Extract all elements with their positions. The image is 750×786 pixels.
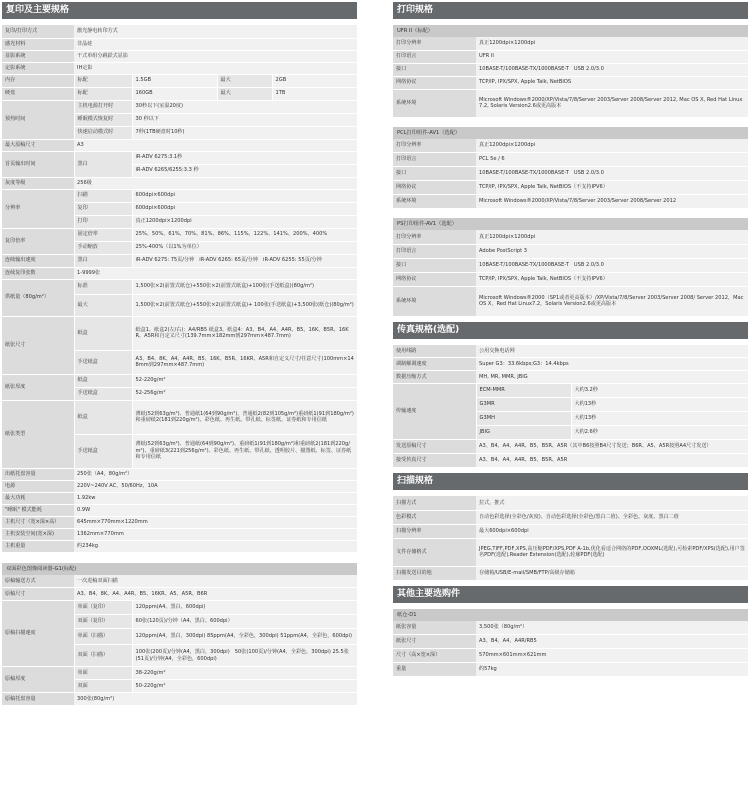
row-sublabel: 复印 [74,202,132,215]
row-sublabel: 单面（扫描） [74,629,132,645]
row-sublabel: 双面（复印） [74,615,132,629]
row-sublabel: 黑白 [74,254,132,267]
row-sublabel: 手送纸盒 [74,350,132,374]
row-value: 10BASE-T/100BASE-TX/1000BASE-T USB 2.0/3.0 [476,258,748,272]
row-label: 首页输出时间 [2,151,74,177]
row-value: Adobe PostScript 3 [476,244,748,258]
row-label: 发送原稿尺寸 [393,440,476,454]
row-label: 显影系统 [2,50,74,62]
row-label: 接口 [393,167,476,181]
row-label: 系统环境 [393,286,476,316]
table-row [2,492,357,504]
table-row [2,50,357,62]
row-value: A3、B4、A4、A4R/RB5 [476,635,748,649]
row-label: 供纸量（80g/m²） [2,279,74,316]
table-row [393,272,748,286]
row-value: 3,500张（80g/m²） [476,621,748,635]
row-value: Microsoft Windows®2000（SP1或者更高版本）/XP/Vista/7/8/Server 2003/Server 2008/ Server 2012，Mac OS X，Red Hat Linux7.2，Solaris Version2.6或更高版本 [476,286,748,316]
row-value: 10BASE-T/100BASE-TX/1000BASE-T USB 2.0/3.0 [476,167,748,181]
row-label: 主机安装空间(宽×深) [2,528,74,540]
table-row [2,504,357,516]
table-row [393,663,748,677]
row-label: 重量 [393,663,476,677]
row-value: 约234kg [74,540,357,552]
row-sublabel: 打印 [74,215,132,228]
paper-type-row [2,400,357,434]
table-row [393,524,748,538]
table-row [393,244,748,258]
cassette-spec-table [393,621,748,678]
copy-spec-table [2,25,357,553]
warmup-row [2,100,357,113]
fax-speed-row [393,384,748,398]
table-row [393,440,748,454]
row-label: 调制解调速度 [393,358,476,371]
row-value: 最大600dpi×600dpi [476,524,748,538]
row-label: 打印分辨率 [393,139,476,153]
table-row [393,496,748,510]
row-value: 大约13秒 [571,398,748,412]
row-label: 色彩模式 [393,510,476,524]
row-label: 尺寸（高×宽×深） [393,649,476,663]
row-value: 220V~240V AC，50/60Hz，10A [74,480,357,492]
table-row [2,588,357,601]
row-value: 52-220g/m² [132,374,357,387]
row-value: 拉式，推式 [476,496,748,510]
speed-row [2,254,357,267]
row-label: 接口 [393,63,476,76]
hdd-row [2,87,357,100]
ufr-spec-table [393,37,748,118]
row-sublabel: 纸盒 [74,400,132,434]
scan-spec-table [393,496,748,581]
row-value: A3、B4、A4、A4R、B5、B5R、A5R（其中B6按照B4尺寸发送；B6R、A5、A5R按照A4尺寸发送） [476,440,748,454]
row-label: 原稿扫描速度 [2,601,74,667]
table-row [393,635,748,649]
row-label: 定影系统 [2,62,74,74]
row-label: 扫描方式 [393,496,476,510]
table-row [393,181,748,195]
gray-row [2,177,357,189]
section-title-copy: 复印及主要规格 [2,2,357,19]
row-label: 电源 [2,480,74,492]
row-label: 出纸托盘容量 [2,468,74,480]
row-sublabel: 睡眠模式恢复时 [74,113,132,126]
row-label: 系统环境 [393,195,476,209]
row-label: 感光材料 [2,38,74,50]
row-value: 52-256g/m² [132,387,357,400]
adf-weight-row [2,667,357,680]
row-label: 纸张尺寸 [2,316,74,374]
row-value: Super G3：33.6kbps;G3：14.4kbps [476,358,748,371]
row-value: 600dpi×600dpi [132,189,357,202]
row-sublabel: 纸盒 [74,374,132,387]
row-value: 600dpi×600dpi [132,202,357,215]
row-sublabel: 扫描 [74,189,132,202]
table-row [393,230,748,244]
adf-tray-row [2,693,357,706]
table-row [393,89,748,117]
table-row [393,345,748,358]
row-label: 内存 [2,74,74,87]
row-value: 120ppm(A4、黑白、600dpi) [132,601,357,615]
table-row [2,540,357,552]
section-title-scan: 扫描规格 [393,473,748,490]
paper-size-row [2,316,357,350]
row-label: 最大原稿尺寸 [2,139,74,151]
pcl-section-title: PCL打印组件-AV1（选配） [393,127,748,139]
table-row [393,621,748,635]
row-value: A3、B4、8K、A4、A4R、B5、16K、B5R、16KR、A5R和自定义尺寸/任意尺寸(100mm×148mm到297mm×487.7mm) [132,350,357,374]
table-row [2,575,357,588]
section-title-fax: 传真规格(选配) [393,322,748,339]
row-sublabel: 标配 [74,87,132,100]
row-label: 打印分辨率 [393,230,476,244]
left-column [2,2,357,706]
row-value: 干式单组分跳跃式显影 [74,50,357,62]
row-sublabel: G3MH [476,412,571,426]
row-label: 预热时间 [2,100,74,139]
row-value: 一次进稿双面扫描 [74,575,357,588]
row-label: 复印倍率 [2,228,74,254]
row-sublabel: 标配 [74,74,132,87]
row-sublabel: 纸盒 [74,316,132,350]
table-row [393,371,748,384]
row-label: 网络协议 [393,76,476,89]
table-row [393,167,748,181]
fax-spec-table [393,345,748,469]
row-label: 主机尺寸（宽×深×高） [2,516,74,528]
row-value: 7秒(1TB硬盘时10秒) [132,126,357,139]
row-value: UFR II [476,50,748,63]
row-value: 0.9W [74,504,357,516]
row-value: 1.92kw [74,492,357,504]
table-row [393,538,748,566]
adf-section-title: 双面彩色图像阅读器-G1(标配) [2,563,357,575]
resolution-row [2,189,357,202]
table-row [393,454,748,468]
row-label: 网络协议 [393,181,476,195]
row-value: 256级 [74,177,357,189]
table-row [2,62,357,74]
row-label: 扫描分辨率 [393,524,476,538]
capacity-row [2,279,357,294]
row-value: 100张(200页)/分钟(A4，黑白，300dpi) 50张(100页)/分钟(A4，全彩色，300dpi) 25.5张(51页)/分钟(A4，全彩色，600dpi) [132,645,357,667]
row-value: Microsoft Windows®2000/XP/Vista/7/8/Server 2003/Server 2008/Server 2012, Mac OS X, Red Hat Linux7.2, Solaris Version2.6或更高版本 [476,89,748,117]
row-label: 原稿厚度 [2,667,74,693]
row-value: 1-9999张 [74,267,357,279]
adf-speed-row [2,601,357,615]
table-row [393,258,748,272]
row-sublabel: 单面（复印） [74,601,132,615]
table-row [393,286,748,316]
row-value: 公用交换电话网 [476,345,748,358]
row-value: 1,500张×2(前置式纸仓)+550张×2(前置式纸盒)+100张(手送纸盒)(80g/m²) [132,279,357,294]
row-value: 真正1200dpi×1200dpi [476,230,748,244]
table-row [393,358,748,371]
row-sublabel: 最大 [217,74,272,87]
first-copy-row [2,151,357,164]
row-value: 纸盒1、纸盒2(左/右)：A4/RB5 纸盒3、纸盒4：A3、B4、A4、A4R、B5、16K、B5R、16KR、A5R和自定义尺寸(139.7mm×182mm到297mm×487.7mm) [132,316,357,350]
paper-weight-row [2,374,357,387]
row-value: A3、B4、A4、A4R、B5、B5R、A5R [476,454,748,468]
row-sublabel: 标准 [74,279,132,294]
row-value: iR-ADV 6275: 75页/分钟 iR-ADV 6265: 65页/分钟 iR-ADV 6255: 55页/分钟 [132,254,357,267]
row-label: 纸张容量 [393,621,476,635]
row-sublabel: 手送纸盒 [74,387,132,400]
row-value: A3 [74,139,357,151]
table-row [393,76,748,89]
row-label: 接受传真尺寸 [393,454,476,468]
row-value: A3、B4、8K、A4、A4R、B5、16KR、A5、A5R、B6R [74,588,357,601]
row-label: 接口 [393,258,476,272]
table-row [393,37,748,50]
row-value: 激光静电转印方式 [74,25,357,38]
row-sublabel: 黑白 [74,151,132,177]
row-value: 大约2.6秒 [571,426,748,440]
section-title-print: 打印规格 [393,2,748,19]
row-value: 大约3.2秒 [571,384,748,398]
table-row [2,38,357,50]
row-label: 使用线路 [393,345,476,358]
row-label: 传输速度 [393,384,476,440]
row-label: 扫描发送目的地 [393,566,476,580]
row-value: Microsoft Windows®2000/XP/Vista/7/8/Server 2003/Server 2008/Server 2012 [476,195,748,209]
row-sublabel: 快速启动模式时 [74,126,132,139]
row-sublabel: 双面（扫描） [74,645,132,667]
row-value: 300张(80g/m²) [74,693,357,706]
row-value: 160GB [132,87,217,100]
row-value: 60张(120页)/分钟（A4、黑白、600dpi） [132,615,357,629]
ufr-section-title: UFR II（标配） [393,25,748,37]
row-label: 系统环境 [393,89,476,117]
row-sublabel: 手动缩放 [74,241,132,254]
row-label: 复印/打印方式 [2,25,74,38]
multi-row [2,267,357,279]
row-sublabel: 双面 [74,680,132,693]
table-row [2,468,357,480]
row-sublabel: JBIG [476,426,571,440]
row-label: 最大功耗 [2,492,74,504]
row-value: 50-220g/m² [132,680,357,693]
row-value: 真正1200dpi×1200dpi [132,215,357,228]
row-label: 分辨率 [2,189,74,228]
row-sublabel: 手送纸盒 [74,434,132,468]
row-label: 原稿托盘容量 [2,693,74,706]
row-label: 纸张尺寸 [393,635,476,649]
row-value: PCL 5e / 6 [476,153,748,167]
row-label: 打印语言 [393,50,476,63]
row-value: 1TB [272,87,357,100]
row-value: 非晶硅 [74,38,357,50]
row-value: 38-220g/m² [132,667,357,680]
row-sublabel: 最大 [217,87,272,100]
row-value: 30秒以下(室温20度) [132,100,357,113]
row-value: 2GB [272,74,357,87]
row-label: 硬盘 [2,87,74,100]
row-value: IH定影 [74,62,357,74]
ps-spec-table [393,230,748,317]
table-row [2,528,357,540]
row-value: 570mm×601mm×621mm [476,649,748,663]
row-value: MH, MR, MMR, JBIG [476,371,748,384]
table-row [393,649,748,663]
row-value: 10BASE-T/100BASE-TX/1000BASE-T USB 2.0/3.0 [476,63,748,76]
row-value: 真正1200dpi×1200dpi [476,139,748,153]
table-row [393,139,748,153]
row-sublabel: 最大 [74,294,132,316]
row-label: 文件存储格式 [393,538,476,566]
row-value: 25%-400%（以1%为单位） [132,241,357,254]
row-label: 连续复印张数 [2,267,74,279]
row-sublabel: 固定倍率 [74,228,132,241]
table-row [393,63,748,76]
section-title-options: 其他主要选购件 [393,586,748,603]
row-value: 120ppm(A4，黑白，300dpi) 85ppm(A4，全彩色，300dpi) 51ppm(A4，全彩色，600dpi) [132,629,357,645]
table-row [393,566,748,580]
row-label: 数据压缩方式 [393,371,476,384]
row-sublabel: ECM-MMR [476,384,571,398]
max-orig-row [2,139,357,151]
row-label: 打印语言 [393,244,476,258]
row-value: 自动色彩选择(全彩色/灰度)、自动色彩选择(全彩色/黑白二值)、全彩色、灰度、黑白二值 [476,510,748,524]
row-label: 原稿尺寸 [2,588,74,601]
row-value: 1.5GB [132,74,217,87]
row-value: iR-ADV 6265/6255:3.3 秒 [132,164,357,177]
row-value: 25%、50%、61%、70%、81%、86%、115%、122%、141%、200%、400% [132,228,357,241]
table-row [393,153,748,167]
ps-section-title: PS打印组件-AV1（选配） [393,218,748,230]
row-value: 大约13秒 [571,412,748,426]
row-value: JPEG,TIFF,PDF,XPS,高压缩PDF/XPS,PDF A-1b,优化看适合网络的PDF,OOXML(选配),可检索PDF/XPS(选配),用户签名PDF(选配),Reader Extension(选配),轮廓PDF(选配) [476,538,748,566]
table-row [2,25,357,38]
row-sublabel: 单面 [74,667,132,680]
row-label: 纸张厚度 [2,374,74,400]
table-row [393,510,748,524]
right-column [393,2,748,677]
row-value: 30 秒以下 [132,113,357,126]
row-label: 灰度等级 [2,177,74,189]
row-value: 645mm×770mm×1220mm [74,516,357,528]
row-value: TCP/IP, IPX/SPX, Apple Talk, NetBIOS（不支持IPV6） [476,272,748,286]
row-value: 1362mm×770mm [74,528,357,540]
row-value: 真正1200dpi×1200dpi [476,37,748,50]
row-label: 网络协议 [393,272,476,286]
row-value: TCP/IP, IPX/SPX, Apple Talk, NetBIOS [476,76,748,89]
adf-spec-table [2,575,357,707]
row-value: 约57kg [476,663,748,677]
row-value: iR-ADV 6275:3.1秒 [132,151,357,164]
table-row [393,195,748,209]
row-label: 打印语言 [393,153,476,167]
row-value: 存储箱/USB/E-mail/SMB/FTP/高级存储箱 [476,566,748,580]
row-value: 250张（A4，80g/m²） [74,468,357,480]
row-value: 薄纸(52到63g/m²)、普通纸1(64到90g/m²)、普通纸2(82到105g/m²)重磅纸1(91到180g/m²)和重磅纸2(181到220g/m²)、彩色纸、再生纸、带孔纸、标签纸、证券纸和专用信纸 [132,400,357,434]
row-value: 薄纸(52到63g/m²)、普通纸(64到90g/m²)、重磅纸1(91到180g/m²)和重磅纸2(181到220g/m²)、重磅纸3(221到256g/m²)、彩色纸、再生纸、带孔纸、透明胶片、描图纸、标签、证券纸和专用信纸 [132,434,357,468]
row-label: "睡眠" 模式能耗 [2,504,74,516]
ratio-row [2,228,357,241]
row-label: 原稿输送方式 [2,575,74,588]
row-label: 打印分辨率 [393,37,476,50]
row-value: TCP/IP, IPX/SPX, Apple Talk, NetBIOS（不支持IPV6） [476,181,748,195]
table-row [2,516,357,528]
cassette-section-title: 纸仓-D1 [393,609,748,621]
pcl-spec-table [393,139,748,210]
row-sublabel: G3MR [476,398,571,412]
memory-row [2,74,357,87]
row-label: 纸张类型 [2,400,74,468]
table-row [2,480,357,492]
table-row [393,50,748,63]
row-label: 主机重量 [2,540,74,552]
row-label: 连续输出速度 [2,254,74,267]
row-sublabel: 主机电源打开时 [74,100,132,113]
row-value: 1,500张×2(前置式纸仓)+550张×2(前置式纸盒)+ 100张(手送纸盒)+3,500张(纸仓)(80g/m²) [132,294,357,316]
